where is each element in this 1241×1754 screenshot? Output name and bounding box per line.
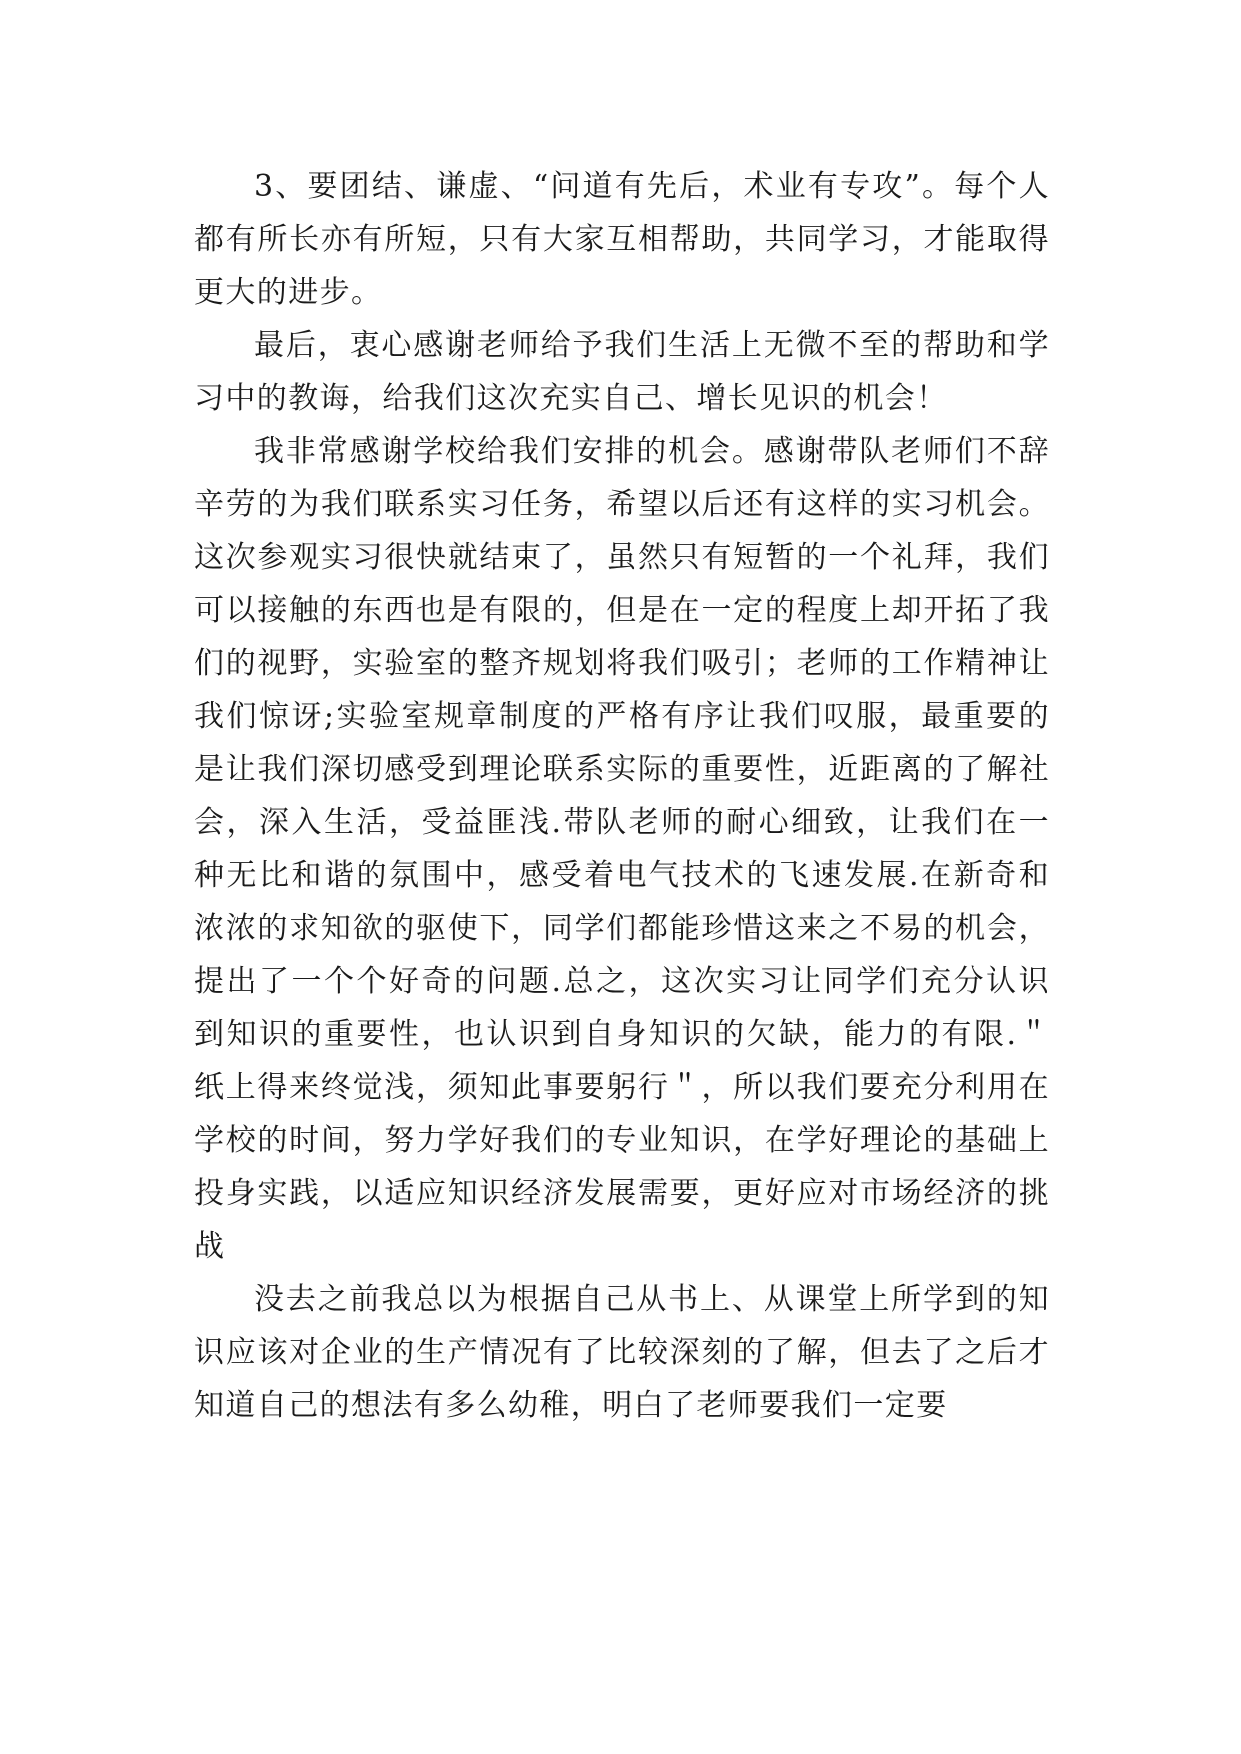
paragraph-before-visit: 没去之前我总以为根据自己从书上、从课堂上所学到的知识应该对企业的生产情况有了比较深刻的了解，但去了之后才知道自己的想法有多么幼稚，明白了老师要我们一定要: [194, 1282, 1050, 1423]
paragraph-unity-humility: 3、要团结、谦虚、“问道有先后，术业有专攻”。每个人都有所长亦有所短，只有大家互相帮助，共同学习，才能取得更大的进步。: [194, 169, 1050, 310]
paragraph-internship-reflection: 我非常感谢学校给我们安排的机会。感谢带队老师们不辞辛劳的为我们联系实习任务，希望以后还有这样的实习机会。这次参观实习很快就结束了，虽然只有短暂的一个礼拜，我们可以接触的东西也是有限的，但是在一定的程度上却开拓了我们的视野，实验室的整齐规划将我们吸引；老师的工作精神让我们惊讶;实验室规章制度的严格有序让我们叹服，最重要的是让我们深切感受到理论联系实际的重要性，近距离的了解社会，深入生活，受益匪浅.带队老师的耐心细致，让我们在一种无比和谐的氛围中，感受着电气技术的飞速发展.在新奇和浓浓的求知欲的驱使下，同学们都能珍惜这来之不易的机会，提出了一个个好奇的问题.总之，这次实习让同学们充分认识到知识的重要性，也认识到自身知识的欠缺，能力的有限.＂纸上得来终觉浅，须知此事要躬行＂，所以我们要充分利用在学校的时间，努力学好我们的专业知识，在学好理论的基础上投身实践，以适应知识经济发展需要，更好应对市场经济的挑战: [194, 434, 1050, 1264]
body-text: [194, 160, 1050, 1432]
paragraph-thanks-teachers: 最后，衷心感谢老师给予我们生活上无微不至的帮助和学习中的教诲，给我们这次充实自己、增长见识的机会！: [194, 328, 1050, 416]
